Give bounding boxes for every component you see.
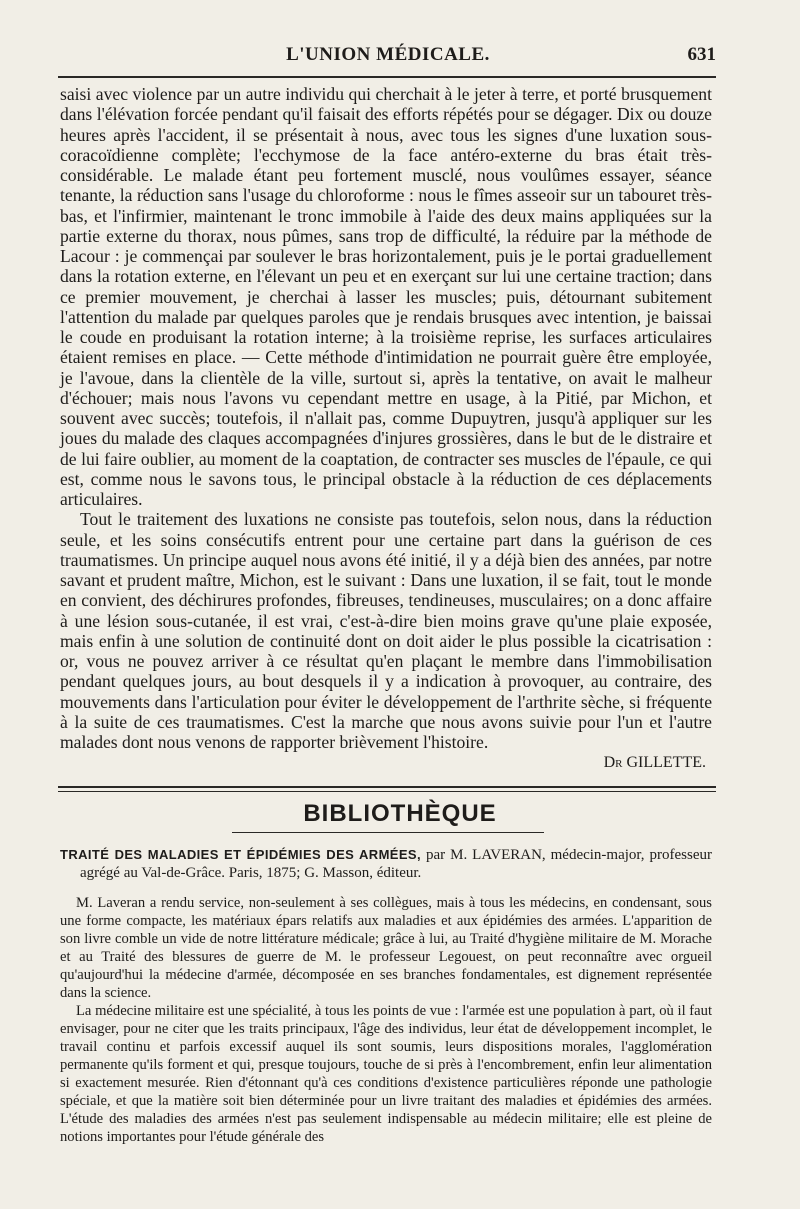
book-review xyxy=(60,846,712,1146)
review-paragraph: La médecine militaire est une spécialité, à tous les points de vue : l'armée est une population à part, où il faut envisager, pour ne citer que les traits principaux, l'âge des individus, leur état de développement incomplet, le travail continu et parfois excessif auquel ils sont soumis, leurs dispositions morales, l'agglomération permanente qu'ils forment et qui, presque toujours, touche de si près à l'encombrement, enfin leur alimentation si exactement mesurée. Rien d'étonnant qu'à ces conditions d'existence particulières réponde une pathologie spéciale, et que la matière soit bien déterminée pour un livre traitant des maladies et épidémies des armées. L'étude des maladies des armées n'est pas seulement indispensable au médecin militaire; elle est pleine de notions importantes pour l'étude générale des xyxy=(60,1003,712,1145)
review-paragraph: M. Laveran a rendu service, non-seulement à ses collègues, mais à tous les médecins, en condensant, sous une forme compacte, les matériaux épars relatifs aux maladies et aux épidémies des armées. L'apparition de son livre comble un vide de notre littérature médicale; grâce à lui, au Traité d'hygiène militaire de M. Morache et au Traité des blessures de guerre de M. le professeur Legouest, on peut reconnaître avec orgueil qu'aujourd'hui la médecine d'armée, décomposée en ses branches fondamentales, est dignement représentée dans la science. xyxy=(60,895,712,1001)
article-paragraph: Tout le traitement des luxations ne consiste pas toutefois, selon nous, dans la réduction seule, et les soins consécutifs entrent pour une certaine part dans la guérison de ces traumatismes. Un principe auquel nous avons été initié, il y a déjà bien des années, par notre savant et prudent maître, Michon, est le suivant : Dans une luxation, il se fait, tout le monde en convient, des déchirures profondes, fibreuses, tendineuses, musculaires; on a donc affaire à une lésion sous-cutanée, il est vrai, c'est-à-dire bien moins grave qu'une plaie exposée, mais enfin à une solution de continuité dont on doit aider le plus possible la cicatrisation : or, vous ne pouvez arriver à ce résultat qu'en plaçant le membre dans l'immobilisation pendant quelques jours, au bout desquels il y a indication à provoquer, au contraire, des mouvements dans l'articulation pour éviter le développement de l'arthrite sèche, si fréquente à la suite de ces traumatismes. C'est la marche que nous avons suivie pour l'un et l'autre malades dont nous venons de rapporter brièvement l'histoire. xyxy=(60,509,712,752)
page-number: 631 xyxy=(687,44,716,65)
divider-line xyxy=(58,791,716,792)
section-title-rule xyxy=(232,832,544,833)
book-details: par M. LAVERAN, médecin-major, professeur agrégé au Val-de-Grâce. Paris, 1875; G. Masson, éditeur. xyxy=(80,847,713,881)
running-title: L'UNION MÉDICALE. xyxy=(286,44,490,65)
book-entry xyxy=(60,846,712,882)
section-title: BIBLIOTHÈQUE xyxy=(303,800,497,827)
book-title: TRAITÉ DES MALADIES ET ÉPIDÉMIES DES ARMÉES, xyxy=(60,847,422,862)
author-signature: Dr GILLETTE. xyxy=(603,754,706,772)
article-body xyxy=(60,84,712,772)
section-divider xyxy=(58,786,716,792)
article-paragraph: saisi avec violence par un autre individu qui cherchait à le jeter à terre, et porté brusquement dans l'élévation forcée pendant qu'il faisait des efforts répétés pour se dégager. Dix ou douze heures après l'accident, il se présentait à nous, avec tous les signes d'une luxation sous-coracoïdienne complète; l'ecchymose de la face antéro-externe du bras était très-considérable. Le malade étant peu fortement musclé, nous voulûmes essayer, séance tenante, la réduction sans l'usage du chloroforme : nous le fîmes asseoir sur un tabouret très-bas, et l'infirmier, maintenant le tronc immobile à l'aide des deux mains appliquées sur la partie externe du thorax, nous pûmes, sans trop de difficulté, la réduire par la méthode de Lacour : je commençai par soulever le bras horizontalement, puis je le portai graduellement dans la rotation externe, en l'élevant un peu et en exerçant sur lui une certaine traction; dans ce premier mouvement, je cherchai à lasser les muscles; puis, détournant subitement l'attention du malade par quelques paroles que je rendais brusques avec intention, je baissai le coude en produisant la rotation interne; à la troisième reprise, les surfaces articulaires étaient remises en place. — Cette méthode d'intimidation ne pourrait guère être employée, je l'avoue, dans la clientèle de la ville, surtout si, après la tentative, on avait le malheur d'échouer; mais nous l'avons vu cependant mettre en usage, à la Pitié, par Michon, et souvent avec succès; toutefois, il n'allait pas, comme Dupuytren, jusqu'à appliquer sur les joues du malade des claques accompagnées d'injures grossières, dans le but de le distraire et de lui faire oublier, au moment de la coaptation, de contracter ses muscles de l'épaule, ce qui est, comme nous le savons tous, le principal obstacle à la réduction de ces déplacements articulaires. xyxy=(60,84,712,509)
header-rule xyxy=(58,76,716,78)
page-header xyxy=(60,44,716,70)
divider-line xyxy=(58,786,716,788)
